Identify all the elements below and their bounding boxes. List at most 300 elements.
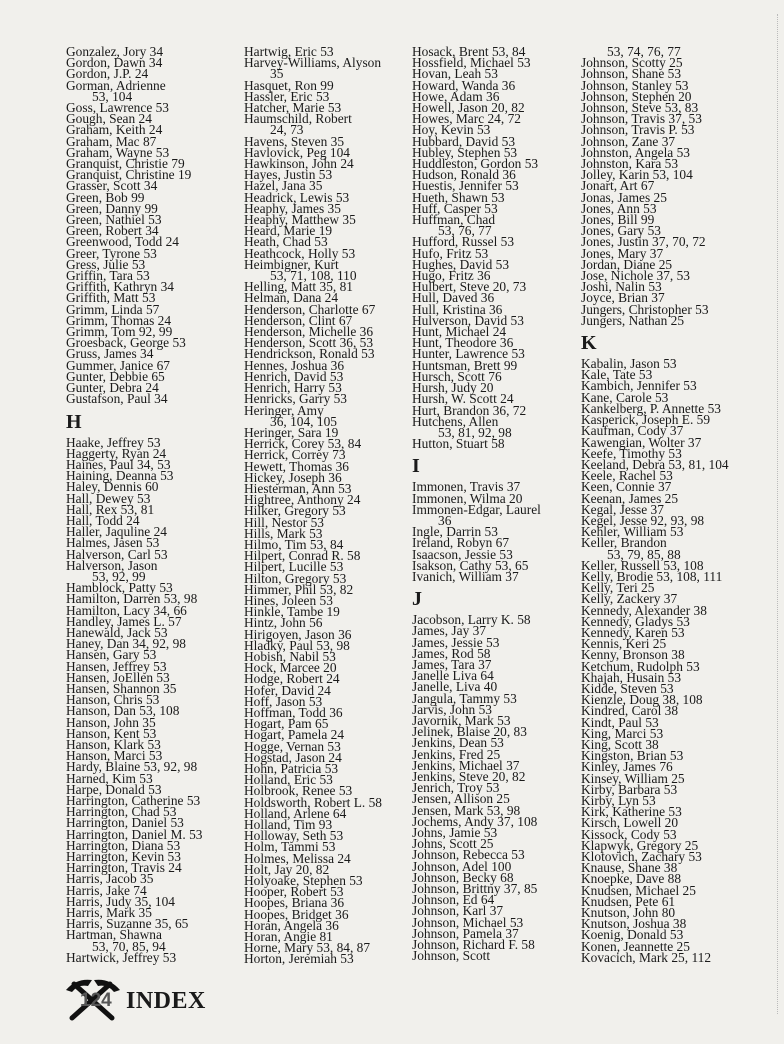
index-entry: Hill, Nestor 53 <box>244 514 324 530</box>
index-entry: Havlovick, Peg 104 <box>244 144 350 160</box>
index-entry: 53, 79, 85, 88 <box>607 546 681 562</box>
index-entry: Hulverson, David 53 <box>412 312 524 328</box>
index-entry: Keeland, Debra 53, 81, 104 <box>581 456 729 472</box>
index-entry: Hartman, Shawna <box>66 927 162 943</box>
index-entry: Kennedy, Gladys 53 <box>581 613 690 629</box>
index-entry: Gustafson, Paul 34 <box>66 391 168 407</box>
index-entry: 53, 81, 92, 98 <box>438 424 512 440</box>
index-entry: 36, 104, 105 <box>270 413 337 429</box>
index-entry: Henderson, Michelle 36 <box>244 324 374 340</box>
index-entry: Holm, Tammi 53 <box>244 839 336 855</box>
index-entry: 53, 104 <box>92 88 133 104</box>
index-entry: Handley, James L. 57 <box>66 613 182 629</box>
index-entry: Johnson, Michael 53 <box>412 914 524 930</box>
index-entry: Hamblock, Patty 53 <box>66 580 173 596</box>
index-label: INDEX <box>126 987 206 1014</box>
index-entry: Hughes, David 53 <box>412 256 510 272</box>
index-entry: Green, Danny 99 <box>66 200 158 216</box>
index-entry: Herrick, Corey 53, 84 <box>244 436 362 452</box>
index-entry: Gunter, Debbie 65 <box>66 368 165 384</box>
index-entry: Johnson, Ed 64 <box>412 892 495 908</box>
index-entry: Kenny, Bronson 38 <box>581 647 685 663</box>
index-entry: Hanson, John 35 <box>66 714 156 730</box>
index-entry: Johnston, Angela 53 <box>581 144 690 160</box>
index-entry: Harpe, Donald 53 <box>66 781 162 797</box>
index-entry: Kennis, Keri 25 <box>581 636 667 652</box>
index-entry: Haumschild, Robert <box>244 111 352 127</box>
index-entry: Hassler, Eric 53 <box>244 88 330 104</box>
index-entry: Howe, Adam 36 <box>412 88 500 104</box>
index-entry: Kindred, Carol 38 <box>581 703 679 719</box>
index-entry: 35 <box>270 66 284 82</box>
index-entry: Kirk, Katherine 53 <box>581 804 682 820</box>
index-column-2 <box>244 46 408 965</box>
index-entry: Harris, Jacob 35 <box>66 871 154 887</box>
index-entry: 53, 76, 77 <box>438 223 492 239</box>
index-entry: Hoopes, Bridget 36 <box>244 906 349 922</box>
index-entry: Hills, Mark 53 <box>244 525 323 541</box>
index-entry: Hanson, Chris 53 <box>66 692 160 708</box>
index-entry: Hasquet, Ron 99 <box>244 77 334 93</box>
index-entry: Hansen, JoEllen 53 <box>66 669 170 685</box>
index-entry: Huntsman, Brett 99 <box>412 357 518 373</box>
index-entry: Hendrickson, Ronald 53 <box>244 346 375 362</box>
index-entry: Jenkins, Michael 37 <box>412 757 520 773</box>
index-entry: Hall, Rex 53, 81 <box>66 501 155 517</box>
index-entry: Johnson, Zane 37 <box>581 133 676 149</box>
index-entry: Hartwick, Jeffrey 53 <box>66 949 177 965</box>
index-entry: Granquist, Christie 79 <box>66 156 185 172</box>
page-edge <box>777 14 784 1014</box>
index-entry: Hilker, Gregory 53 <box>244 503 346 519</box>
index-entry: Knudsen, Pete 61 <box>581 893 676 909</box>
index-entry: Hogart, Pam 65 <box>244 716 329 732</box>
index-entry: Gordon, Dawn 34 <box>66 55 163 71</box>
index-entry: Haines, Paul 34, 53 <box>66 456 171 472</box>
index-entry: Harris, Suzanne 35, 65 <box>66 916 189 932</box>
index-entry: Johnson, Brittny 37, 85 <box>412 881 538 897</box>
index-entry: Hutchens, Allen <box>412 413 499 429</box>
index-entry: Holland, Arlene 64 <box>244 805 347 821</box>
index-entry: Hubley, Stephen 53 <box>412 144 518 160</box>
index-entry: Holmes, Melissa 24 <box>244 850 351 866</box>
index-entry: Holland, Tim 93 <box>244 817 333 833</box>
index-entry: Keenan, James 25 <box>581 490 679 506</box>
index-entry: Hursh, Judy 20 <box>412 380 494 396</box>
index-entry: Holland, Eric 53 <box>244 772 333 788</box>
index-entry: Heathcock, Holly 53 <box>244 245 356 261</box>
index-entry: Kegel, Jesse 92, 93, 98 <box>581 512 705 528</box>
index-entry: Jenrich, Troy 53 <box>412 780 500 796</box>
index-entry: Hamilton, Lacy 34, 66 <box>66 602 187 618</box>
index-entry: Johnson, Richard F. 58 <box>412 937 535 953</box>
index-entry: Heaphy, James 35 <box>244 200 341 216</box>
index-entry: Johnson, Stephen 20 <box>581 88 692 104</box>
index-entry: Ketchum, Rudolph 53 <box>581 658 700 674</box>
index-entry: Hilpert, Conrad R. 58 <box>244 548 361 564</box>
index-entry: Hall, Todd 24 <box>66 512 140 528</box>
index-entry: Hossfield, Michael 53 <box>412 55 531 71</box>
index-entry: Johnson, Adel 100 <box>412 858 512 874</box>
index-entry: Gruss, James 34 <box>66 346 154 362</box>
index-entry: Hulbert, Steve 20, 73 <box>412 279 527 295</box>
index-entry: Horan, Angela 36 <box>244 917 339 933</box>
index-entry: Hansen, Jeffrey 53 <box>66 658 167 674</box>
index-entry: Kawengian, Wolter 37 <box>581 434 702 450</box>
index-entry: 53, 71, 108, 110 <box>270 268 357 284</box>
index-entry: Huffman, Chad <box>412 212 496 228</box>
index-entry: Holdsworth, Robert L. 58 <box>244 794 382 810</box>
index-entry: Jangula, Tammy 53 <box>412 690 517 706</box>
index-entry: Hilton, Gregory 53 <box>244 570 347 586</box>
index-entry: Hennes, Joshua 36 <box>244 357 345 373</box>
index-entry: Gorman, Adrienne <box>66 77 166 93</box>
index-entry: Henricks, Garry 53 <box>244 391 347 407</box>
index-entry: Grimm, Linda 57 <box>66 301 160 317</box>
index-entry: Harrington, Catherine 53 <box>66 793 201 808</box>
index-entry: Hueth, Shawn 53 <box>412 189 505 205</box>
index-entry: Halmes, Jasen 53 <box>66 535 160 551</box>
index-entry: Hilmo, Tim 53, 84 <box>244 536 344 552</box>
index-entry: Hursch, Scott 76 <box>412 368 502 384</box>
index-entry: Kinley, James 76 <box>581 759 673 775</box>
index-entry: Halverson, Jason <box>66 557 158 573</box>
index-entry: Harris, Jake 74 <box>66 882 147 898</box>
index-entry: Knutson, Joshua 38 <box>581 916 687 932</box>
index-entry: Kidde, Steven 53 <box>581 680 674 696</box>
index-entry: Hiesterman, Ann 53 <box>244 480 352 496</box>
index-entry: Klotovich, Zachary 53 <box>581 849 702 865</box>
index-entry: Hofer, David 24 <box>244 682 331 698</box>
index-entry: Gordon, J.P. 24 <box>66 66 149 82</box>
index-entry: Johns, Scott 25 <box>412 836 494 852</box>
index-entry: James, Rod 58 <box>412 645 491 661</box>
page-number: 124 <box>80 990 112 1011</box>
index-entry: Howell, Jason 20, 82 <box>412 100 525 116</box>
index-entry: Henrich, Harry 53 <box>244 380 342 396</box>
index-entry: Jarvis, John 53 <box>412 701 492 717</box>
index-entry: Hansen, Shannon 35 <box>66 680 177 696</box>
index-entry: Heaphy, Matthew 35 <box>244 212 356 228</box>
index-entry: Knoepke, Dave 88 <box>581 871 682 887</box>
index-entry: Gress, Julie 53 <box>66 256 146 272</box>
index-entry: Grimm, Tom 92, 99 <box>66 324 173 340</box>
index-entry: Kane, Carole 53 <box>581 389 669 405</box>
index-entry: Horan, Angie 81 <box>244 929 333 945</box>
index-entry: Heringer, Sara 19 <box>244 424 339 440</box>
index-entry: Hamilton, Darren 53, 98 <box>66 591 198 607</box>
index-entry: Hock, Marcee 20 <box>244 660 337 676</box>
index-entry: Holyoake, Stephen 53 <box>244 873 363 889</box>
index-entry: Hayes, Justin 53 <box>244 167 333 183</box>
index-entry: Haake, Jeffrey 53 <box>66 434 161 450</box>
index-entry: Harris, Judy 35, 104 <box>66 893 175 909</box>
index-entry: Immonen, Wilma 20 <box>412 490 523 506</box>
index-entry: Harrington, Travis 24 <box>66 860 182 876</box>
index-entry: Hutton, Stuart 58 <box>412 436 505 452</box>
index-entry: Johnston, Kara 53 <box>581 156 679 172</box>
index-entry: Huddleston, Gordon 53 <box>412 156 539 172</box>
index-entry: Kennedy, Alexander 38 <box>581 602 707 618</box>
index-entry: 53, 74, 76, 77 <box>607 44 681 59</box>
index-entry: Jenkins, Dean 53 <box>412 735 504 751</box>
index-entry: 36 <box>438 512 452 528</box>
index-entry: Koenig, Donald 53 <box>581 927 684 943</box>
index-entry: Khajah, Husain 53 <box>581 669 682 685</box>
index-entry: Henrich, David 53 <box>244 368 344 384</box>
index-entry: Kehler, William 53 <box>581 524 684 540</box>
index-entry: Grasser, Scott 34 <box>66 178 158 194</box>
index-entry: Keller, Russell 53, 108 <box>581 557 704 573</box>
index-entry: Harrington, Chad 53 <box>66 804 177 820</box>
index-entry: Hufo, Fritz 53 <box>412 245 489 261</box>
index-entry: Harrington, Kevin 53 <box>66 849 181 865</box>
index-entry: Knutson, John 80 <box>581 905 676 921</box>
index-entry: Hinkle, Tambe 19 <box>244 604 340 620</box>
index-entry: King, Scott 38 <box>581 736 659 752</box>
index-entry: Griffith, Matt 53 <box>66 290 156 306</box>
index-entry: Hazel, Jana 35 <box>244 178 323 194</box>
index-entry: Keen, Connie 37 <box>581 479 672 495</box>
index-entry: Johnson, Rebecca 53 <box>412 847 525 863</box>
index-entry: Hintz, John 56 <box>244 615 323 631</box>
index-entry: Heimbigner, Kurt <box>244 256 339 272</box>
index-entry: Kelly, Zackery 37 <box>581 591 678 607</box>
index-entry: Johnson, Scotty 25 <box>581 55 683 71</box>
index-entry: Hanson, Dan 53, 108 <box>66 703 180 719</box>
index-entry: Hobish, Nabil 53 <box>244 648 336 664</box>
index-entry: Kirby, Lyn 53 <box>581 793 656 808</box>
index-entry: Hoopes, Briana 36 <box>244 895 345 911</box>
index-entry: Jelinek, Blaise 20, 83 <box>412 724 527 740</box>
index-entry: Heard, Marie 19 <box>244 223 333 239</box>
index-entry: Jochems, Andy 37, 108 <box>412 813 538 829</box>
index-entry: Haley, Dennis 60 <box>66 479 159 495</box>
index-entry: Jonas, James 25 <box>581 189 667 205</box>
index-entry: Ireland, Robyn 67 <box>412 535 510 551</box>
index-entry: James, Jessie 53 <box>412 634 500 650</box>
index-entry: Hudson, Ronald 36 <box>412 167 516 183</box>
index-entry: Haining, Deanna 53 <box>66 468 174 484</box>
index-column-1 <box>66 46 236 963</box>
index-entry: Knause, Shane 38 <box>581 860 678 876</box>
index-entry: Howard, Wanda 36 <box>412 77 516 93</box>
index-entry: Granquist, Christine 19 <box>66 167 192 183</box>
index-entry: Hull, Kristina 36 <box>412 301 503 317</box>
index-entry: Hursh, W. Scott 24 <box>412 391 514 407</box>
index-entry: Haney, Dan 34, 92, 98 <box>66 636 186 652</box>
index-entry: Green, Nathiel 53 <box>66 212 162 228</box>
index-entry: Johnson, Stanley 53 <box>581 77 689 93</box>
index-entry: Isakson, Cathy 53, 65 <box>412 557 529 573</box>
index-entry: Jenkins, Fred 25 <box>412 746 501 762</box>
index-entry: Graham, Mac 87 <box>66 133 157 149</box>
index-entry: Hanson, Kent 53 <box>66 725 157 741</box>
index-entry: Johnson, Becky 68 <box>412 869 514 885</box>
index-section-heading: J <box>412 588 422 611</box>
index-entry: Hall, Dewey 53 <box>66 490 151 506</box>
index-entry: Holloway, Seth 53 <box>244 828 344 844</box>
index-entry: Johnson, Shane 53 <box>581 66 682 82</box>
index-entry: Hoffman, Todd 36 <box>244 704 343 720</box>
index-entry: Klapwyk, Gregory 25 <box>581 837 699 853</box>
index-entry: Hogart, Pamela 24 <box>244 727 345 743</box>
index-entry: Hartwig, Eric 53 <box>244 44 334 59</box>
index-entry: Kankelberg, P. Annette 53 <box>581 400 721 416</box>
index-entry: Kissock, Cody 53 <box>581 826 677 842</box>
index-entry: Horton, Jeremiah 53 <box>244 951 354 967</box>
index-entry: Greer, Tyrone 53 <box>66 245 157 261</box>
index-entry: King, Marci 53 <box>581 725 664 741</box>
index-entry: Harrington, Daniel M. 53 <box>66 826 203 842</box>
index-entry: Hunt, Theodore 36 <box>412 335 514 351</box>
index-entry: Jones, Justin 37, 70, 72 <box>581 234 706 250</box>
index-entry: Kelly, Brodie 53, 108, 111 <box>581 568 723 584</box>
index-entry: 53, 70, 85, 94 <box>92 938 166 954</box>
index-entry: Headrick, Lewis 53 <box>244 189 350 205</box>
index-entry: Harrington, Diana 53 <box>66 837 181 853</box>
index-entry: Jolley, Karin 53, 104 <box>581 167 693 183</box>
index-entry: 24, 73 <box>270 122 304 138</box>
index-entry: James, Tara 37 <box>412 656 492 672</box>
index-entry: Jacobson, Larry K. 58 <box>412 612 531 628</box>
index-entry: Kelly, Teri 25 <box>581 580 655 596</box>
index-column-3 <box>412 44 580 964</box>
index-entry: Griffin, Tara 53 <box>66 268 150 284</box>
index-entry: Hawkinson, John 24 <box>244 156 354 172</box>
index-entry: Henderson, Scott 36, 53 <box>244 335 374 351</box>
index-entry: Hogstad, Jason 24 <box>244 749 342 765</box>
index-entry: Hunt, Michael 24 <box>412 324 507 340</box>
index-entry: Jones, Ann 53 <box>581 200 657 216</box>
index-entry: Joshi, Nalin 53 <box>581 279 662 295</box>
index-entry: Jenkins, Steve 20, 82 <box>412 768 526 784</box>
index-entry: Johnson, Travis P. 53 <box>581 122 695 138</box>
index-entry: Henderson, Clint 67 <box>244 312 353 328</box>
index-entry: Groesback, George 53 <box>66 335 186 351</box>
index-entry: Green, Robert 34 <box>66 223 159 239</box>
index-entry: Ivanich, William 37 <box>412 568 519 584</box>
index-entry: Helling, Matt 35, 81 <box>244 279 353 295</box>
index-entry: Knudsen, Michael 25 <box>581 882 696 898</box>
index-entry: Kale, Tate 53 <box>581 367 653 383</box>
index-entry: Hosack, Brent 53, 84 <box>412 44 526 59</box>
index-entry: Grimm, Thomas 24 <box>66 312 172 328</box>
index-entry: Hanson, Klark 53 <box>66 736 161 752</box>
crossed-picks-logo-icon <box>64 978 122 1022</box>
index-entry: Kingston, Brian 53 <box>581 748 684 764</box>
index-entry: Keele, Rachel 53 <box>581 468 673 484</box>
index-entry: Gough, Sean 24 <box>66 111 152 127</box>
index-entry: Johnson, Karl 37 <box>412 903 504 919</box>
index-entry: Holt, Jay 20, 82 <box>244 861 330 877</box>
index-entry: Johnson, Scott <box>412 948 491 964</box>
index-entry: Jensen, Mark 53, 98 <box>412 802 521 818</box>
index-entry: Gummer, Janice 67 <box>66 357 170 373</box>
index-entry: Gunter, Debra 24 <box>66 380 159 396</box>
index-entry: Hoy, Kevin 53 <box>412 122 491 138</box>
index-entry: Helman, Dana 24 <box>244 290 339 306</box>
index-entry: Javornik, Mark 53 <box>412 712 511 728</box>
index-entry: Hladky, Paul 53, 98 <box>244 637 350 653</box>
index-entry: Joyce, Brian 37 <box>581 290 665 306</box>
index-entry: Keefe, Timothy 53 <box>581 445 682 461</box>
index-section-heading: K <box>581 332 597 355</box>
index-entry: Kegal, Jesse 37 <box>581 501 664 517</box>
index-entry: Jones, Mary 37 <box>581 245 664 261</box>
index-entry: Hugo, Fritz 36 <box>412 268 491 284</box>
index-entry: Hatcher, Marie 53 <box>244 100 342 116</box>
index-section-heading: I <box>412 455 420 478</box>
index-entry: Havens, Steven 35 <box>244 133 345 149</box>
index-entry: Jonart, Art 67 <box>581 178 655 194</box>
index-entry: Konen, Jeannette 25 <box>581 938 690 954</box>
index-entry: Kasperick, Joseph E. 59 <box>581 412 711 428</box>
index-entry: Harris, Mark 35 <box>66 905 152 921</box>
index-entry: Kennedy, Karen 53 <box>581 624 685 640</box>
index-entry: Kienzle, Doug 38, 108 <box>581 692 703 708</box>
index-entry: Jones, Gary 53 <box>581 223 661 239</box>
index-entry: Kindt, Paul 53 <box>581 714 659 730</box>
index-entry: Graham, Wayne 53 <box>66 144 170 160</box>
index-entry: Jones, Bill 99 <box>581 212 655 228</box>
index-entry: Hull, Daved 36 <box>412 290 495 306</box>
index-entry: Isaacson, Jessie 53 <box>412 546 513 562</box>
index-entry: Harvey-Williams, Alyson <box>244 55 382 71</box>
index-entry: Hightree, Anthony 24 <box>244 492 361 508</box>
page-footer <box>64 978 206 1022</box>
index-entry: Herrick, Correy 73 <box>244 447 346 463</box>
index-entry: Hooper, Robert 53 <box>244 884 344 900</box>
index-entry: Henderson, Charlotte 67 <box>244 301 376 317</box>
index-entry: Hanewald, Jack 53 <box>66 624 168 640</box>
index-entry: Green, Bob 99 <box>66 189 145 205</box>
index-entry: Johnson, Travis 37, 53 <box>581 111 702 127</box>
index-entry: Howes, Marc 24, 72 <box>412 111 521 127</box>
index-entry: Jungers, Nathan 25 <box>581 312 685 328</box>
index-entry: Keller, Brandon <box>581 535 667 551</box>
index-entry: Kirsch, Lowell 20 <box>581 815 679 831</box>
index-entry: Hufford, Russel 53 <box>412 234 515 250</box>
index-entry: Kabalin, Jason 53 <box>581 356 677 372</box>
index-entry: Ingle, Darrin 53 <box>412 524 498 540</box>
index-column-4 <box>581 46 779 963</box>
index-entry: Johnson, Pamela 37 <box>412 925 519 941</box>
index-entry: Harned, Kim 53 <box>66 770 153 786</box>
index-entry: Kovacich, Mark 25, 112 <box>581 949 712 965</box>
index-entry: Hubbard, David 53 <box>412 133 516 149</box>
index-entry: Haller, Jaquline 24 <box>66 524 167 540</box>
index-entry: Hogge, Vernan 53 <box>244 738 341 754</box>
index-entry: Horne, Mary 53, 84, 87 <box>244 940 371 956</box>
index-entry: Himmer, Phil 53, 82 <box>244 581 354 597</box>
index-entry: Hoff, Jason 53 <box>244 693 323 709</box>
index-entry: Holbrook, Renee 53 <box>244 783 353 799</box>
index-entry: Greenwood, Todd 24 <box>66 234 179 250</box>
index-entry: Kambich, Jennifer 53 <box>581 378 697 394</box>
index-entry: Hohn, Patricia 53 <box>244 761 339 776</box>
index-entry: Graham, Keith 24 <box>66 122 163 138</box>
index-entry: Hilpert, Lucille 53 <box>244 559 344 575</box>
index-entry: Goss, Lawrence 53 <box>66 100 169 116</box>
index-entry: Huff, Casper 53 <box>412 200 498 216</box>
index-entry: Hewett, Thomas 36 <box>244 458 349 474</box>
index-entry: Janelle, Liva 40 <box>412 679 498 695</box>
index-entry: 53, 92, 99 <box>92 568 146 584</box>
index-entry: Haggerty, Ryan 24 <box>66 445 167 461</box>
index-entry: Kaufman, Cody 37 <box>581 423 684 439</box>
index-entry: Hardy, Blaine 53, 92, 98 <box>66 759 198 775</box>
